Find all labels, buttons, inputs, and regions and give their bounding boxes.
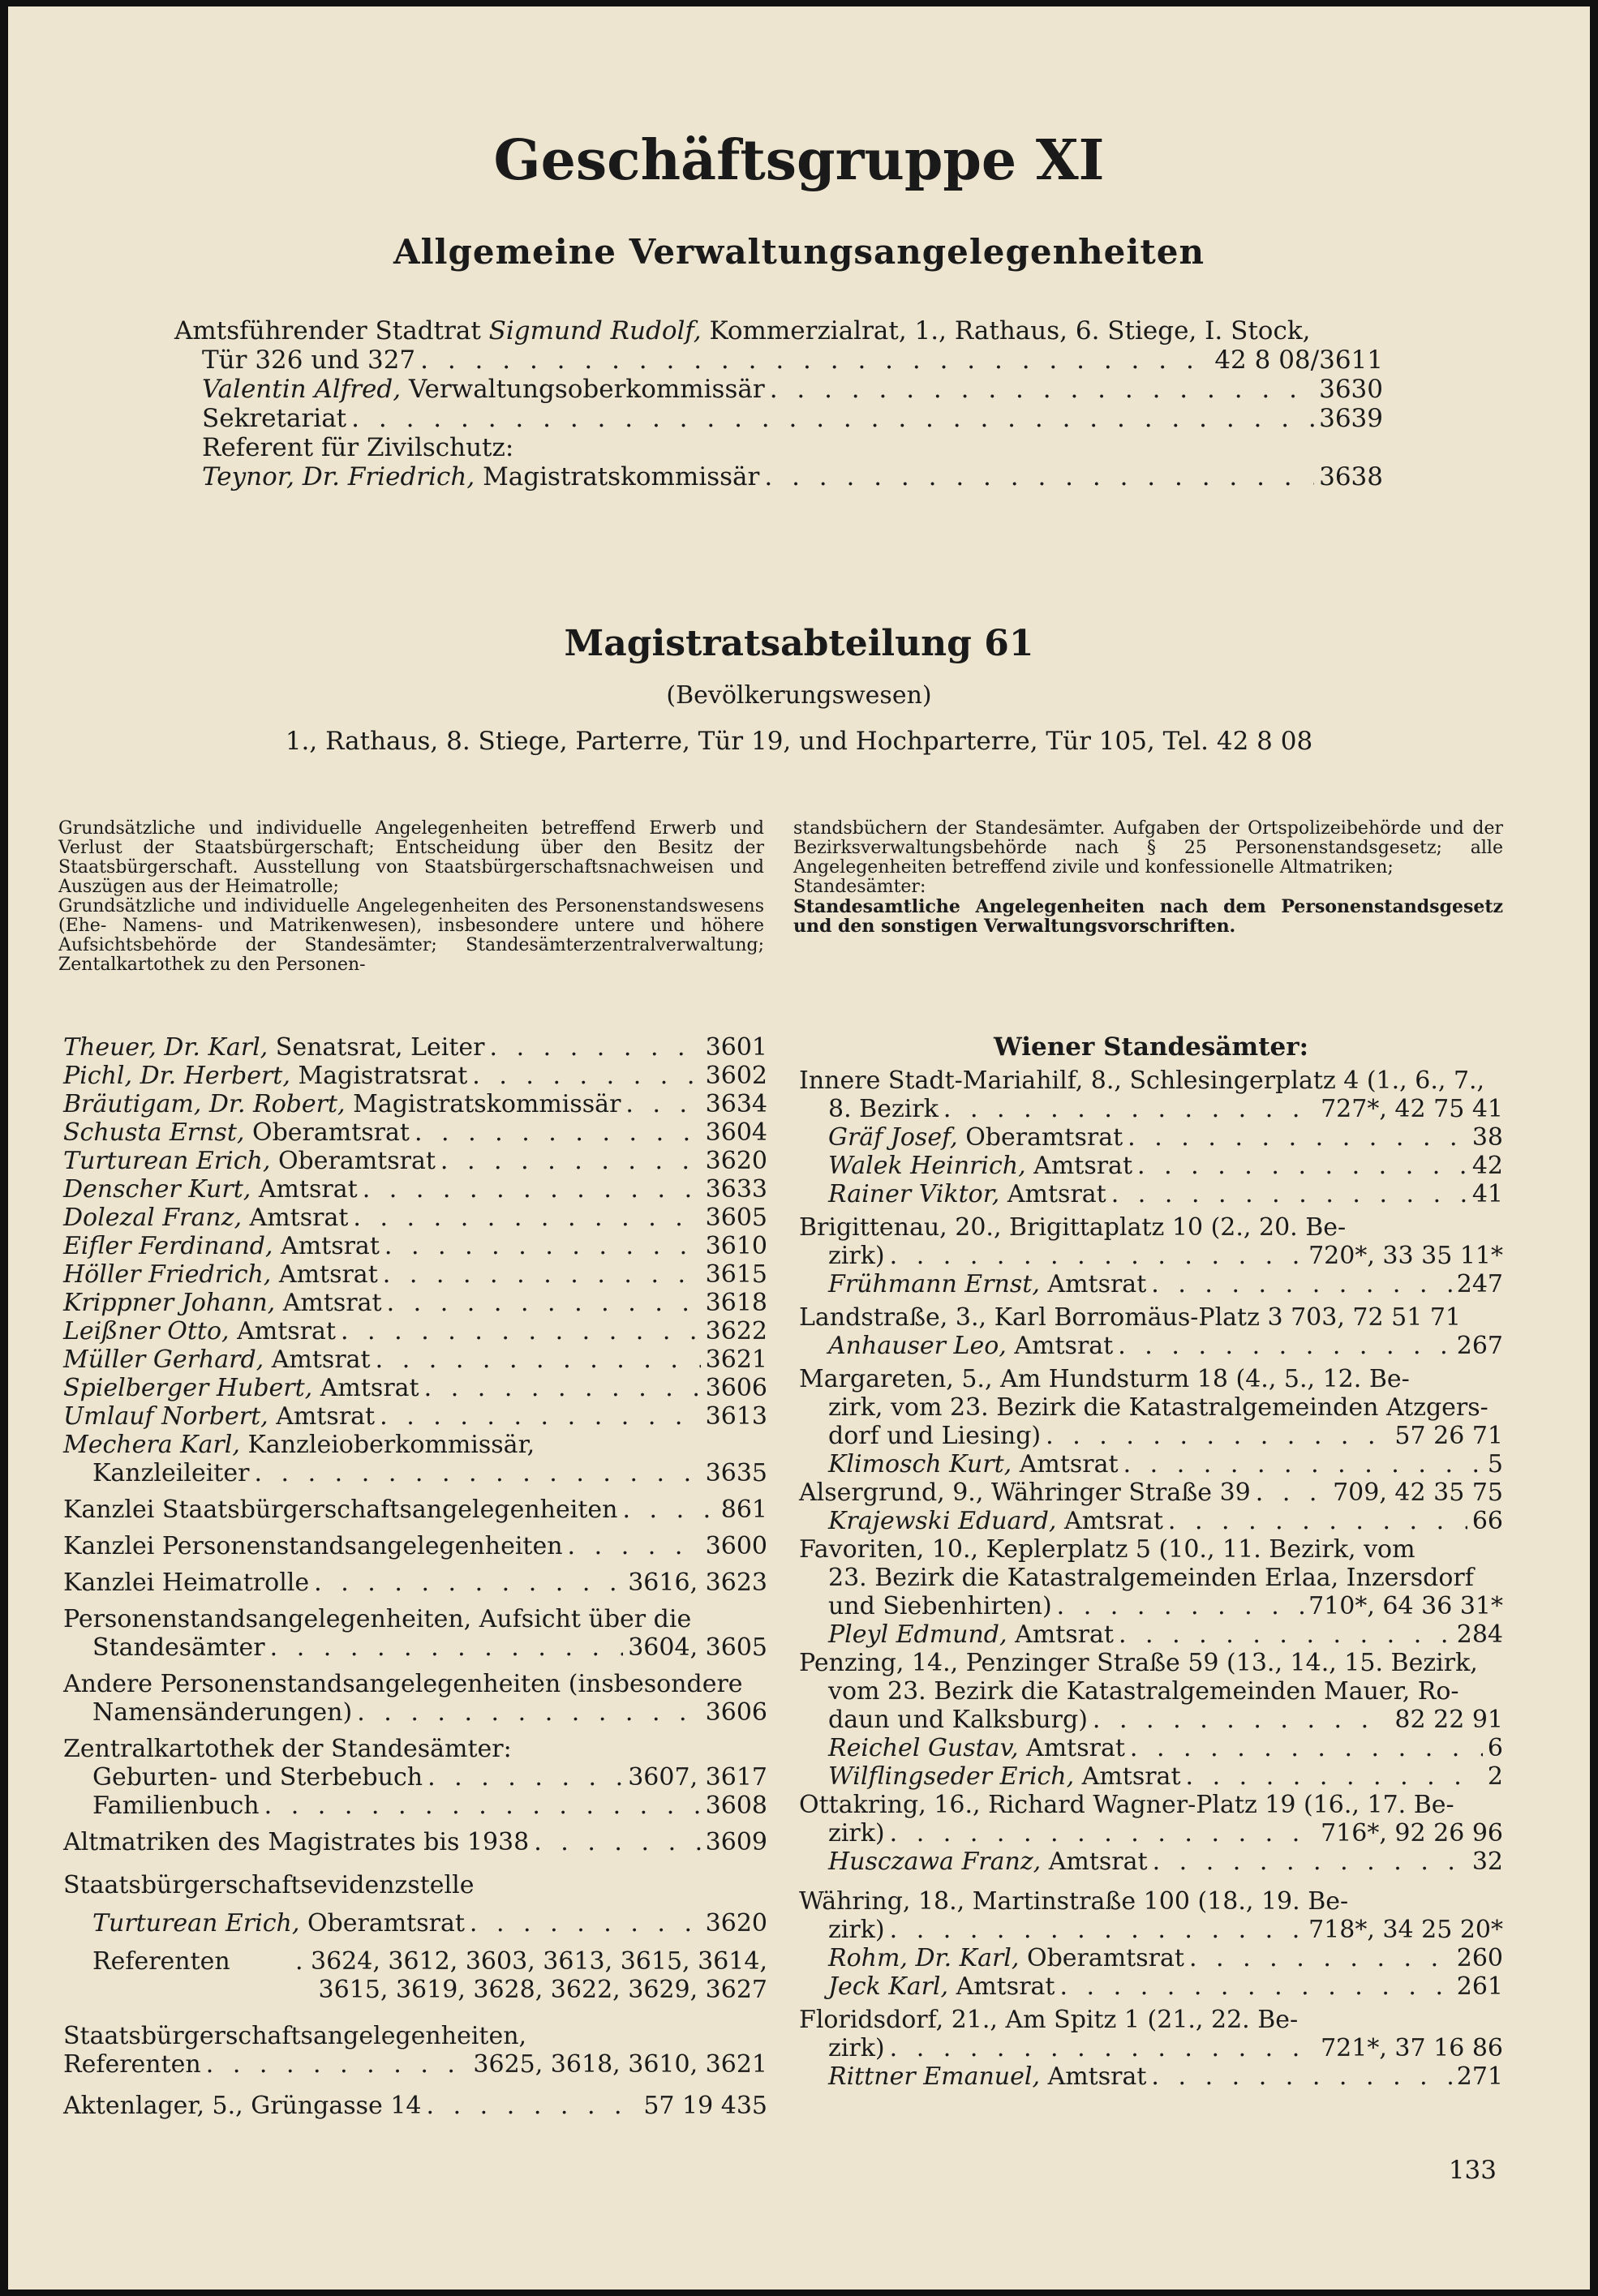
- page-number: 133: [1448, 2156, 1497, 2185]
- staff-row: Bräutigam, Dr. Robert, Magistratskommissär . . . 3634: [63, 1090, 767, 1118]
- standesamt-entry: Floridsdorf, 21., Am Spitz 1 (21., 22. Be- zirk) . . . 721*, 37 16 86 Rittner Emanuel, Amtsrat . . . 271: [799, 2006, 1503, 2091]
- staff-row: Valentin Alfred, Verwaltungsoberkommissär . . . 3630: [174, 375, 1383, 404]
- staff-row: Teynor, Dr. Friedrich, Magistratskommissär . . . 3638: [174, 462, 1383, 491]
- standesamt-entry: Ottakring, 16., Richard Wagner-Platz 19 (16., 17. Be- zirk) . . . 716*, 92 26 96 Husczawa Franz, Amtsrat . . . 32: [799, 1791, 1503, 1876]
- kanzlei-row: Kanzlei Heimatrolle . . . 3616, 3623: [63, 1569, 767, 1597]
- staff-row: Theuer, Dr. Karl, Senatsrat, Leiter . . . 3601: [63, 1033, 767, 1062]
- staff-row: Krippner Johann, Amtsrat . . . 3618: [63, 1289, 767, 1317]
- staff-row: Leißner Otto, Amtsrat . . . 3622: [63, 1317, 767, 1345]
- stadtrat-block: [174, 316, 1383, 491]
- zentralkartothek-entry: Zentralkartothek der Standesämter: Geburten- und Sterbebuch . . . 3607, 3617 Familienbuch . . . 3608: [63, 1735, 767, 1820]
- staff-row: Turturean Erich, Oberamtsrat . . . 3620: [63, 1147, 767, 1175]
- staff-list: [63, 1033, 767, 1431]
- left-column: [63, 1033, 767, 2120]
- standesaemter-heading: Wiener Standesämter:: [993, 1032, 1309, 1062]
- section-title: Magistratsabteilung 61: [564, 623, 1034, 664]
- kanzlei-row: Kanzlei Personenstandsangelegenheiten . . . 3600: [63, 1532, 767, 1560]
- stadtrat-door-row: Tür 326 und 327 . . . 42 8 08/3611: [174, 345, 1383, 375]
- aktenlager-row: Aktenlager, 5., Grüngasse 14 . . . 57 19 435: [63, 2092, 767, 2120]
- sba-entry: Staatsbürgerschaftsangelegenheiten, Referenten . . . 3625, 3618, 3610, 3621: [63, 2022, 767, 2079]
- staff-row: Umlauf Norbert, Amtsrat . . . 3613: [63, 1402, 767, 1431]
- description-right: standsbüchern der Standesämter. Aufgaben der Ortspolizeibehörde und der Bezirksverwaltungsbehörde nach § 25 Personenstandsgesetz; alle Angelegenheiten betreffend zivile und konfessionelle Altmatriken; Standesämter: Standesamtliche Angelegenheiten nach dem Personenstandsgesetz und den sonstigen Verwaltungsvorschriften.: [793, 818, 1503, 937]
- staff-row: Höller Friedrich, Amtsrat . . . 3615: [63, 1260, 767, 1289]
- document-page: [8, 6, 1590, 2290]
- aufsicht-entry: Personenstandsangelegenheiten, Aufsicht über die Standesämter . . . 3604, 3605: [63, 1605, 767, 1662]
- standesamt-entry: Währing, 18., Martinstraße 100 (18., 19. Be- zirk) . . . 718*, 34 25 20* Rohm, Dr. Karl, Oberamtsrat . . . 260 Jeck Karl, Amtsrat . . . 261: [799, 1887, 1503, 2001]
- zivilschutz-label: Referent für Zivilschutz:: [202, 433, 514, 462]
- page-subtitle: Allgemeine Verwaltungsangelegenheiten: [393, 232, 1205, 272]
- standesamt-entry: Penzing, 14., Penzinger Straße 59 (13., 14., 15. Bezirk, vom 23. Bezirk die Katastralgemeinden Mauer, Ro- daun und Kalksburg) . . . 82 22 91 Reichel Gustav, Amtsrat . . . 6 Wilflingseder Erich, Amtsrat . . . 2: [799, 1649, 1503, 1791]
- section-subtitle: (Bevölkerungswesen): [666, 681, 932, 710]
- staff-row: Spielberger Hubert, Amtsrat . . . 3606: [63, 1374, 767, 1402]
- stadtrat-line: Amtsführender Stadtrat Sigmund Rudolf, Kommerzialrat, 1., Rathaus, 6. Stiege, I. Stock,: [174, 316, 1311, 345]
- kanzlei-row: Kanzlei Staatsbürgerschaftsangelegenheiten . . . 861: [63, 1496, 767, 1524]
- page-title: Geschäftsgruppe XI: [493, 128, 1105, 193]
- staff-row: Sekretariat . . . 3639: [174, 404, 1383, 433]
- section-address: 1., Rathaus, 8. Stiege, Parterre, Tür 19, und Hochparterre, Tür 105, Tel. 42 8 08: [285, 727, 1313, 756]
- standesamt-entry: Landstraße, 3., Karl Borromäus-Platz 3 703, 72 51 71 Anhauser Leo, Amtsrat . . . 267: [799, 1303, 1503, 1360]
- standesamt-entry: Alsergrund, 9., Währinger Straße 39 . . . 709, 42 35 75 Krajewski Eduard, Amtsrat . . . 66: [799, 1478, 1503, 1535]
- standesamt-entry: Innere Stadt-Mariahilf, 8., Schlesingerplatz 4 (1., 6., 7., 8. Bezirk . . . 727*, 42 75 41 Gräf Josef, Oberamtsrat . . . 38 Walek Heinrich, Amtsrat . . . 42 Rainer Viktor, Amtsrat . . . 41: [799, 1066, 1503, 1208]
- staff-row: Eifler Ferdinand, Amtsrat . . . 3610: [63, 1232, 767, 1260]
- andere-entry: Andere Personenstandsangelegenheiten (insbesondere Namensänderungen) . . . 3606: [63, 1670, 767, 1727]
- description-left: Grundsätzliche und individuelle Angelegenheiten betreffend Erwerb und Verlust der Staatsbürgerschaft; Entscheidung über den Besitz der Staatsbürgerschaft. Ausstellung von Staatsbürgerschaftsnachweisen und Auszügen aus der Heimatrolle; Grundsätzliche und individuelle Angelegenheiten des Personenstandswesens (Ehe- Namens- und Matrikenwesen), insbesondere untere und höhere Aufsichtsbehörde der Standesämter; Standesämterzentralverwaltung; Zentalkartothek zu den Personen-: [58, 818, 764, 975]
- staff-row: Müller Gerhard, Amtsrat . . . 3621: [63, 1345, 767, 1374]
- standesamt-entry: Brigittenau, 20., Brigittaplatz 10 (2., 20. Be- zirk) . . . 720*, 33 35 11* Frühmann Ernst, Amtsrat . . . 247: [799, 1213, 1503, 1298]
- staff-row: Schusta Ernst, Oberamtsrat . . . 3604: [63, 1118, 767, 1147]
- evidenzstelle-entry: Staatsbürgerschaftsevidenzstelle Turturean Erich, Oberamtsrat . . . 3620 Referenten . 3624, 3612, 3603, 3613, 3615, 3614, 3615, 3619, 3628, 3622, 3629, 3627: [63, 1871, 767, 2004]
- staff-row: Denscher Kurt, Amtsrat . . . 3633: [63, 1175, 767, 1204]
- mechera-entry: Mechera Karl, Kanzleioberkommissär, Kanzleileiter . . . 3635: [63, 1431, 767, 1487]
- staff-row: Dolezal Franz, Amtsrat . . . 3605: [63, 1204, 767, 1232]
- standesamt-entry: Margareten, 5., Am Hundsturm 18 (4., 5., 12. Be- zirk, vom 23. Bezirk die Katastralgemeinden Atzgers- dorf und Liesing) . . . 57 26 71 Klimosch Kurt, Amtsrat . . . 5: [799, 1365, 1503, 1478]
- right-column: [799, 1033, 1503, 2091]
- staff-row: Pichl, Dr. Herbert, Magistratsrat . . . 3602: [63, 1062, 767, 1090]
- standesamt-entry: Favoriten, 10., Keplerplatz 5 (10., 11. Bezirk, vom 23. Bezirk die Katastralgemeinden Erlaa, Inzersdorf und Siebenhirten) . . . 710*, 64 36 31* Pleyl Edmund, Amtsrat . . . 284: [799, 1535, 1503, 1649]
- altmatriken-row: Altmatriken des Magistrates bis 1938 . . . 3609: [63, 1828, 767, 1856]
